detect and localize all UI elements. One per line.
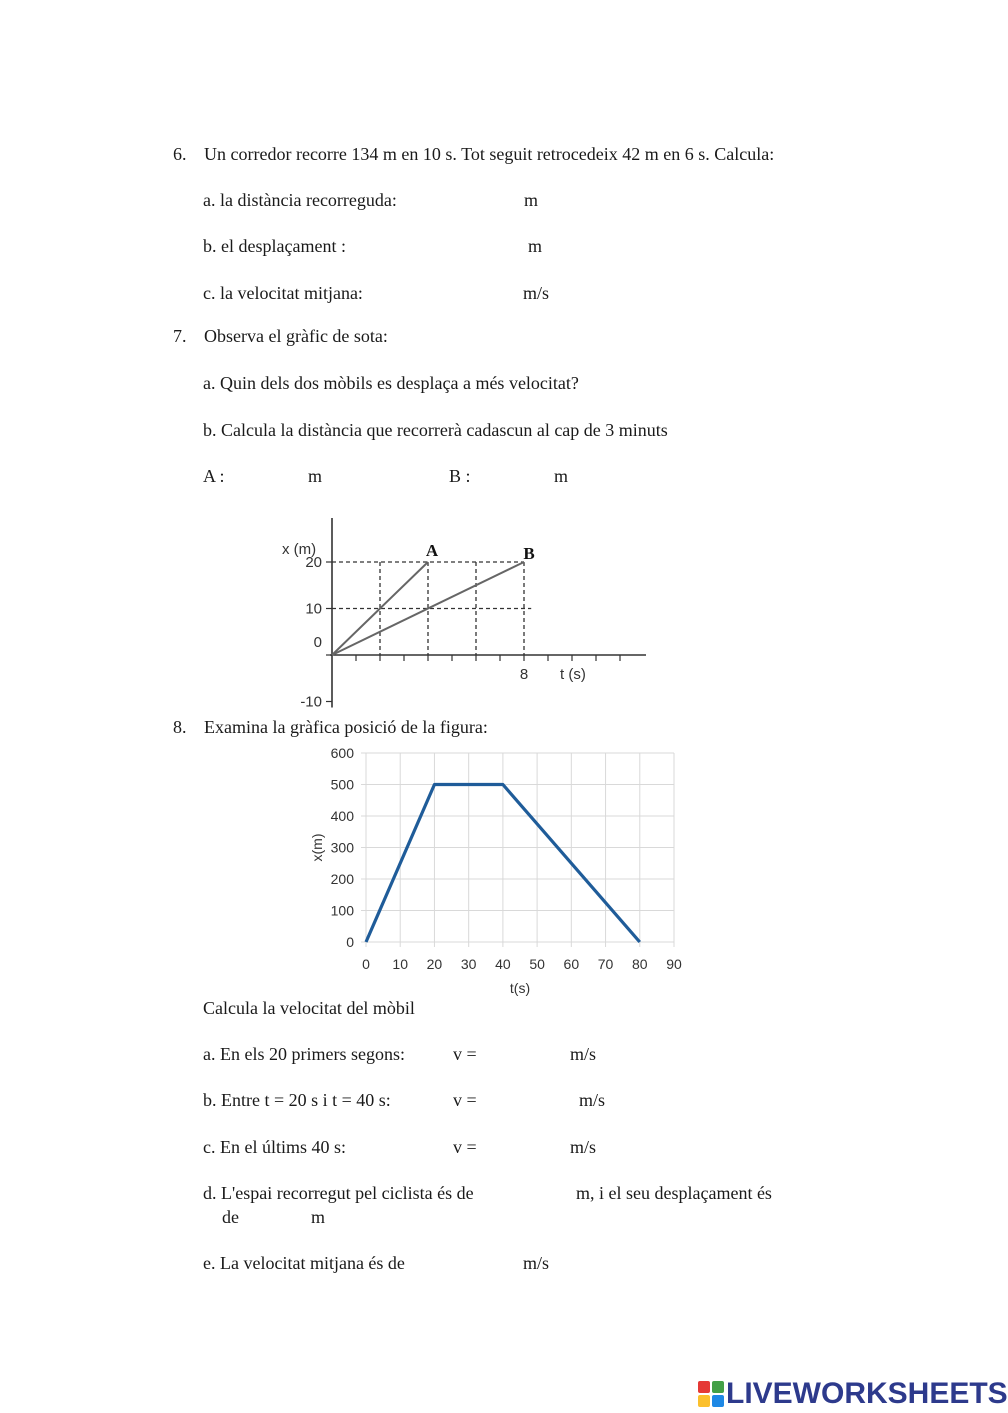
q8-b-unit: m/s (579, 1090, 606, 1110)
q8-b-eq: v = (453, 1090, 477, 1110)
q8-d-unit: m (311, 1207, 326, 1227)
q7-answer-a-unit: m (308, 466, 323, 486)
logo-square-4 (712, 1395, 724, 1407)
c2-y-tick-label: 0 (346, 934, 354, 950)
c1-y-tick-label: -10 (300, 693, 322, 711)
c1-y-tick-label: 10 (305, 600, 322, 618)
q6-c-label: c. la velocitat mitjana: (203, 283, 363, 303)
c1-x-tick-label: 8 (519, 666, 529, 683)
c1-y-tick-label: 0 (313, 634, 322, 651)
q6-text: Un corredor recorre 134 m en 10 s. Tot seguit retrocedeix 42 m en 6 s. Calcula: (204, 144, 775, 164)
q8-c-unit: m/s (570, 1137, 597, 1157)
chart-ab-position-time (270, 510, 660, 711)
logo-square-2 (712, 1381, 724, 1393)
q6-c-unit: m/s (523, 283, 550, 303)
q6-a-label: a. la distància recorreguda: (203, 190, 397, 210)
q8-d-mid: m, i el seu desplaçament és (576, 1183, 772, 1203)
c2-x-tick-label: 0 (362, 956, 370, 972)
logo-square-3 (698, 1395, 710, 1407)
liveworksheets-logo[interactable] (698, 1378, 1008, 1410)
c2-y-tick-label: 500 (330, 776, 354, 793)
q7-b-label: b. Calcula la distància que recorrerà cadascun al cap de 3 minuts (203, 420, 668, 440)
q6-b-unit: m (528, 236, 543, 256)
liveworksheets-logo-icon (698, 1381, 724, 1407)
c2-labels (309, 745, 682, 996)
c2-x-tick-label: 10 (392, 956, 409, 972)
q8-c-label: c. En el últims 40 s: (203, 1137, 346, 1157)
q8-b-label: b. Entre t = 20 s i t = 40 s: (203, 1090, 391, 1110)
c2-x-tick-label: 30 (460, 956, 477, 972)
q8-a-unit: m/s (570, 1044, 597, 1064)
q7-answer-b-unit: m (554, 466, 569, 486)
q7-number: 7. (173, 326, 187, 346)
c2-y-tick-label: 600 (330, 745, 354, 761)
c1-axes (326, 518, 646, 708)
q8-a-eq: v = (453, 1044, 477, 1064)
q6-b-label: b. el desplaçament : (203, 236, 346, 256)
c1-labels (282, 541, 586, 711)
q7-a-label: a. Quin dels dos mòbils es desplaça a més velocitat? (203, 373, 579, 393)
q8-e-label: e. La velocitat mitjana és de (203, 1253, 405, 1273)
c1-y-axis-label: x (m) (282, 541, 317, 558)
c1-point-label-a: A (425, 541, 439, 560)
q8-a-label: a. En els 20 primers segons: (203, 1044, 405, 1064)
c2-x-tick-label: 70 (597, 956, 614, 972)
q8-d-label: d. L'espai recorregut pel ciclista és de (203, 1183, 474, 1203)
c2-x-tick-label: 60 (563, 956, 580, 972)
q8-d-de: de (222, 1207, 239, 1227)
q8-number: 8. (173, 717, 187, 737)
c1-y-tick-label: 20 (305, 554, 322, 571)
q7-answer-b-label: B : (449, 466, 471, 486)
q7-text: Observa el gràfic de sota: (204, 326, 388, 346)
q8-prompt: Calcula la velocitat del mòbil (203, 998, 415, 1018)
c2-y-tick-label: 300 (330, 839, 354, 856)
c2-y-tick-label: 100 (330, 902, 354, 919)
c2-x-tick-label: 50 (529, 956, 545, 972)
c2-x-tick-label: 80 (631, 956, 648, 972)
logo-square-1 (698, 1381, 710, 1393)
c2-y-tick-label: 400 (330, 808, 354, 824)
c2-grid (361, 753, 674, 947)
c1-point-label-b: B (523, 544, 535, 563)
c2-x-tick-label: 90 (666, 956, 682, 972)
c2-x-tick-label: 20 (426, 956, 443, 972)
q8-text: Examina la gràfica posició de la figura: (204, 717, 488, 737)
liveworksheets-brand: LIVEWORKSHEETS (726, 1377, 1008, 1410)
c2-y-axis-label: x(m) (309, 833, 325, 862)
chart-position-time-trapezoid (305, 742, 700, 1002)
q8-e-unit: m/s (523, 1253, 550, 1273)
q7-answer-a-label: A : (203, 466, 225, 486)
q6-a-unit: m (524, 190, 539, 210)
q6-number: 6. (173, 144, 187, 164)
c2-x-axis-label: t(s) (509, 980, 531, 996)
c2-y-tick-label: 200 (330, 871, 354, 887)
q8-c-eq: v = (453, 1137, 477, 1157)
c2-x-tick-label: 40 (495, 956, 511, 972)
c1-x-axis-label: t (s) (560, 666, 586, 683)
